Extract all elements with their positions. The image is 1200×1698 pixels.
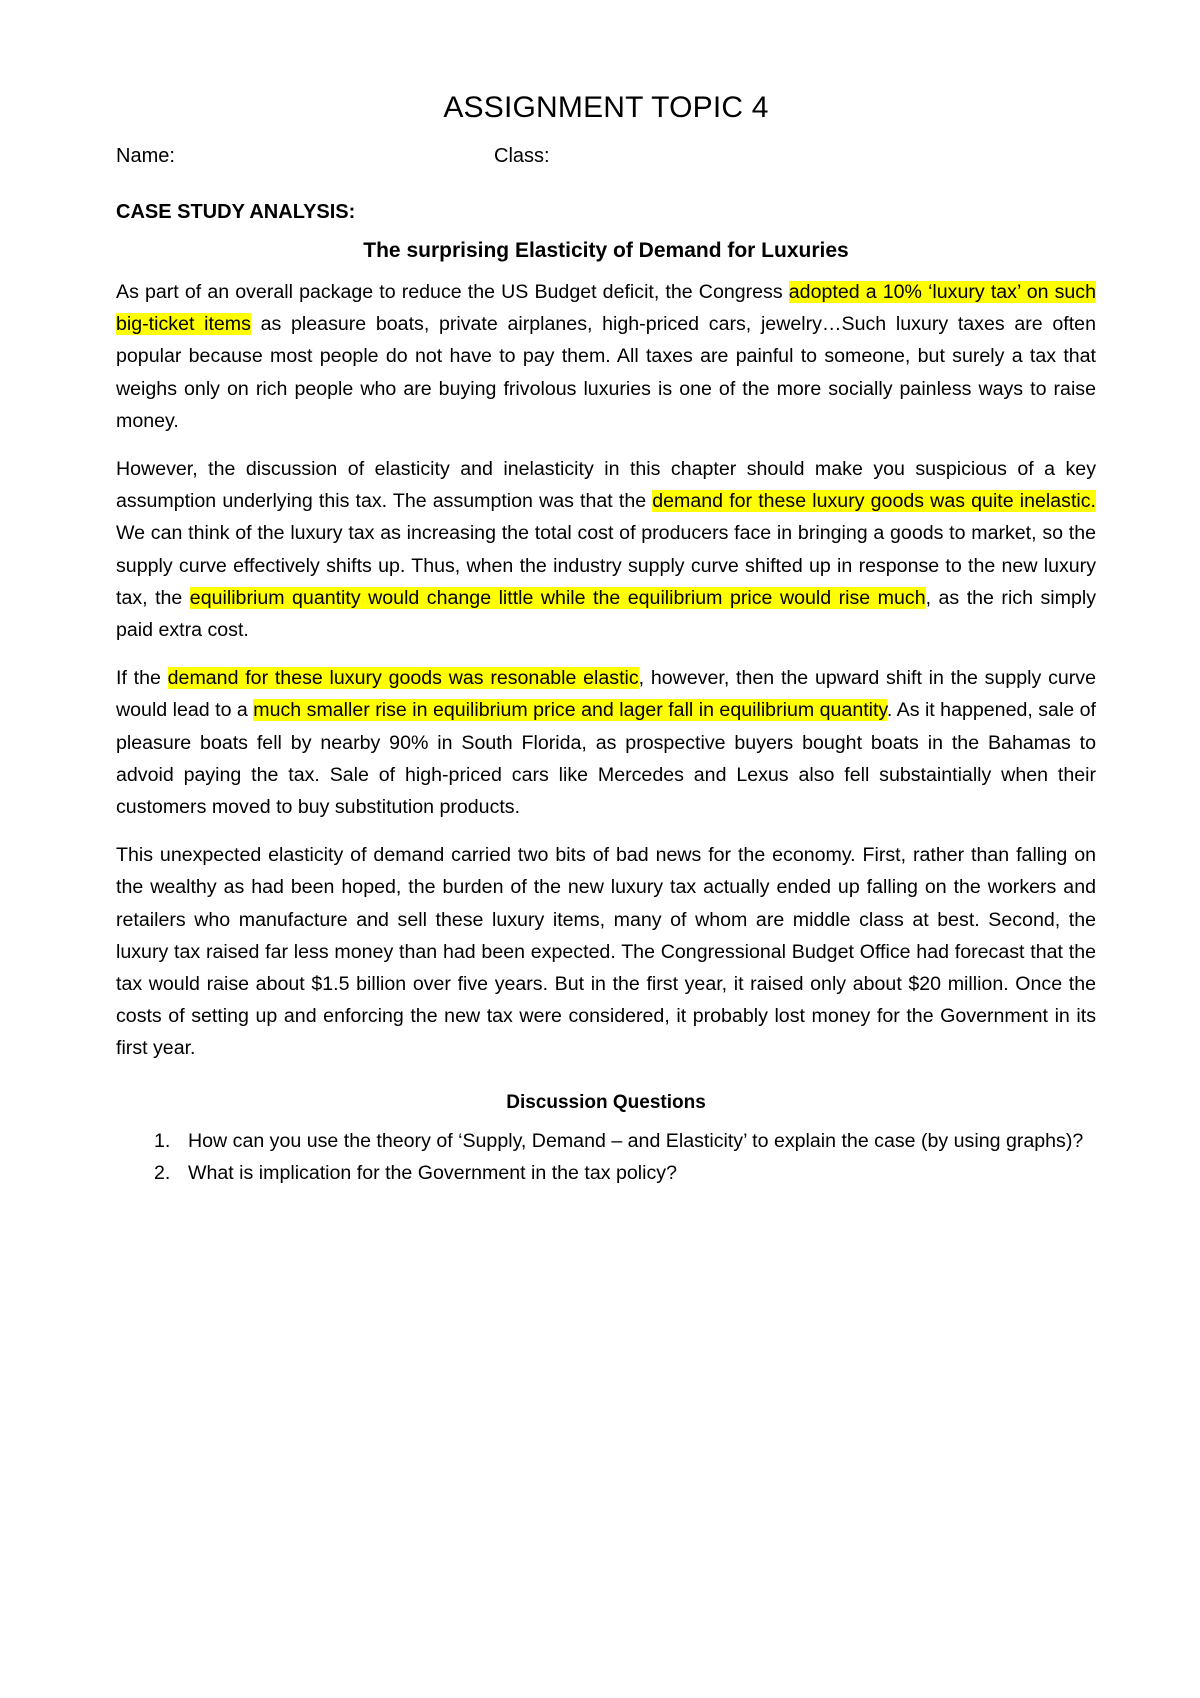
class-label: Class:	[494, 145, 550, 167]
highlighted-text: adopted a 10% ‘luxury tax’ on such big-ticket items	[116, 281, 1097, 336]
body-paragraph	[116, 276, 1096, 437]
student-info-row	[116, 140, 1096, 172]
name-label: Name:	[116, 145, 175, 167]
paragraph-text: We can think of the luxury tax as increasing the total cost of producers face in bringing a goods to market, so the supply curve effectively shifts up. Thus, when the industry supply curve shifted up in response to the new luxury tax, the	[116, 522, 1096, 609]
body-paragraph	[116, 662, 1096, 823]
document-title: ASSIGNMENT TOPIC 4	[443, 91, 769, 124]
paragraph-text: However, the discussion of elasticity and inelasticity in this chapter should make you suspicious of a key assumption underlying this tax. The assumption was that the	[116, 458, 1096, 513]
paragraph-text: , however, then the upward shift in the supply curve would lead to a	[116, 667, 1096, 722]
paragraph-text: This unexpected elasticity of demand carried two bits of bad news for the economy. First, rather than falling on the wealthy as had been hoped, the burden of the new luxury tax actually ended up falling on the workers and retailers who manufacture and sell these luxury items, many of whom are middle class at best. Second, the luxury tax raised far less money than had been expected. The Congressional Budget Office had forecast that the tax would raise about $1.5 billion over five years. But in the first year, it raised only about $20 million. Once the costs of setting up and enforcing the new tax were considered, it probably lost money for the Government in its first year.	[116, 844, 1096, 1060]
discussion-questions-list	[116, 1125, 1096, 1189]
paragraph-text: as pleasure boats, private airplanes, high-priced cars, jewelry…Such luxury taxes are often popular because most people do not have to pay them. All taxes are painful to someone, but surely a tax that weighs only on rich people who are buying frivolous luxuries is one of the more socially painless ways to raise money.	[116, 313, 1096, 432]
question-number: 1.	[154, 1129, 171, 1152]
paragraph-text: As part of an overall package to reduce the US Budget deficit, the Congress	[116, 281, 789, 303]
document-page	[116, 86, 1096, 1189]
discussion-question	[116, 1157, 1096, 1189]
highlighted-text: demand for these luxury goods was quite inelastic.	[652, 490, 1096, 513]
body-paragraph	[116, 839, 1096, 1064]
question-text: What is implication for the Government in the tax policy?	[188, 1161, 677, 1184]
question-number: 2.	[154, 1161, 171, 1184]
case-study-heading: CASE STUDY ANALYSIS:	[116, 201, 356, 223]
highlighted-text: much smaller rise in equilibrium price and lager fall in equilibrium quantity	[253, 699, 887, 722]
discussion-question	[116, 1125, 1096, 1157]
highlighted-text: equilibrium quantity would change little while the equilibrium price would rise much	[189, 586, 926, 609]
paragraph-text: , as the rich simply paid extra cost.	[116, 586, 1096, 642]
discussion-questions-heading: Discussion Questions	[506, 1091, 706, 1113]
paragraph-text: If the	[116, 667, 168, 690]
case-study-title: The surprising Elasticity of Demand for Luxuries	[363, 239, 849, 262]
question-text: How can you use the theory of ‘Supply, Demand – and Elasticity’ to explain the case (by using graphs)?	[188, 1129, 1084, 1152]
highlighted-text: demand for these luxury goods was resonable elastic	[167, 667, 639, 690]
case-study-body	[116, 276, 1096, 1065]
body-paragraph	[116, 453, 1096, 646]
paragraph-text: . As it happened, sale of pleasure boats fell by nearby 90% in South Florida, as prospective buyers bought boats in the Bahamas to advoid paying the tax. Sale of high-priced cars like Mercedes and Lexus also fell substaintially when their customers moved to buy substitution products.	[116, 699, 1096, 819]
